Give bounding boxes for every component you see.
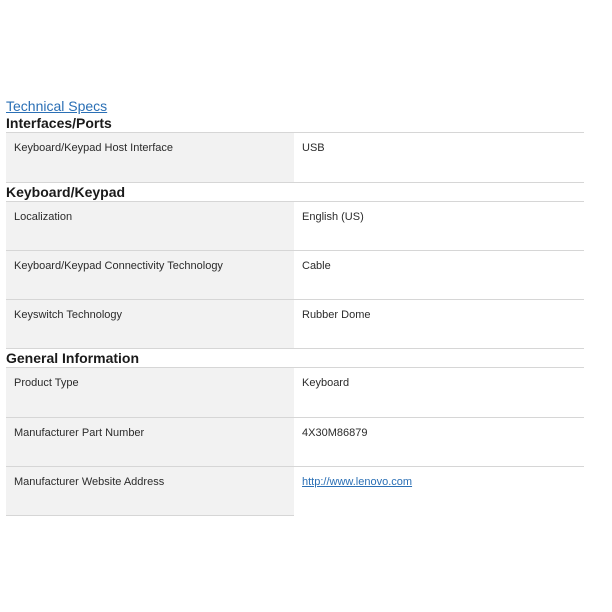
spec-value [294, 466, 584, 515]
table-row [6, 251, 584, 300]
table-row [6, 466, 584, 515]
table-row [6, 368, 584, 417]
spec-label: Manufacturer Website Address [6, 466, 294, 515]
table-row [6, 417, 584, 466]
spec-value: USB [294, 133, 584, 182]
spec-label: Product Type [6, 368, 294, 417]
section-title-general-information: General Information [6, 350, 584, 368]
spec-label: Keyswitch Technology [6, 300, 294, 349]
spec-value: Keyboard [294, 368, 584, 417]
spec-label: Manufacturer Part Number [6, 417, 294, 466]
technical-specs-link[interactable]: Technical Specs [6, 98, 108, 114]
table-row [6, 300, 584, 349]
spec-table-interfaces-ports [6, 133, 584, 183]
spec-table-general-information [6, 368, 584, 516]
spec-label: Localization [6, 202, 294, 251]
manufacturer-website-link[interactable]: http://www.lenovo.com [302, 475, 413, 488]
spec-label: Keyboard/Keypad Host Interface [6, 133, 294, 182]
spec-value: Rubber Dome [294, 300, 584, 349]
table-row [6, 133, 584, 182]
spec-sheet [6, 98, 584, 517]
table-row [6, 202, 584, 251]
section-title-interfaces-ports: Interfaces/Ports [6, 115, 584, 133]
spec-value: Cable [294, 251, 584, 300]
section-title-keyboard-keypad: Keyboard/Keypad [6, 184, 584, 202]
spec-table-keyboard-keypad [6, 202, 584, 350]
spec-value: English (US) [294, 202, 584, 251]
spec-label: Keyboard/Keypad Connectivity Technology [6, 251, 294, 300]
spec-value: 4X30M86879 [294, 417, 584, 466]
